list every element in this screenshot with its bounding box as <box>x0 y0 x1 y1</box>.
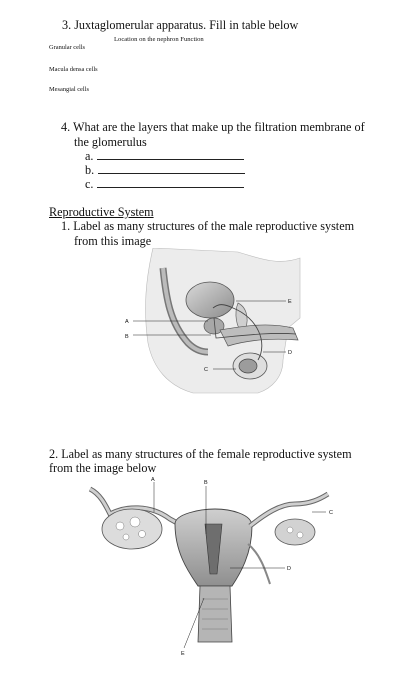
q3-title: 3. Juxtaglomerular apparatus. Fill in table below <box>62 18 299 32</box>
q3-table-header: Location on the nephron Function <box>114 36 204 43</box>
q4-blank-a[interactable] <box>85 149 244 164</box>
female-reproductive-diagram <box>80 474 340 659</box>
male-label-d: D <box>288 350 292 356</box>
male-label-c: C <box>204 367 208 373</box>
female-label-c: C <box>329 510 333 516</box>
q4-blank-b-label: b. <box>85 163 95 177</box>
repro-heading: Reproductive System <box>49 205 154 219</box>
female-label-b: B <box>204 480 208 486</box>
male-label-a: A <box>125 319 129 325</box>
q3-row-mesangial: Mesangial cells <box>49 86 89 93</box>
male-reproductive-diagram <box>108 248 303 398</box>
repro-q1-line2: from this image <box>74 234 152 248</box>
q4-blank-c[interactable] <box>85 177 244 192</box>
q4-line1: 4. What are the layers that make up the filtration membrane of <box>61 120 365 134</box>
q4-line2: the glomerulus <box>74 135 147 149</box>
male-label-e: E <box>288 299 292 305</box>
q4-blank-b[interactable] <box>85 163 245 178</box>
q3-row-granular: Granular cells <box>49 44 86 51</box>
male-label-b: B <box>125 334 129 340</box>
repro-q2-line1: 2. Label as many structures of the female reproductive system <box>49 447 352 461</box>
q4-blank-c-line <box>97 178 244 188</box>
female-label-a: A <box>151 477 155 483</box>
female-label-e: E <box>181 651 185 657</box>
q4-blank-a-label: a. <box>85 149 94 163</box>
q4-blank-a-line <box>97 150 244 160</box>
repro-q1-line1: 1. Label as many structures of the male reproductive system <box>61 219 355 233</box>
female-label-d: D <box>287 566 291 572</box>
q4-blank-c-label: c. <box>85 177 94 191</box>
q3-row-macula: Macula densa cells <box>49 66 98 73</box>
repro-q2-line2: from the image below <box>49 461 157 475</box>
q4-blank-b-line <box>98 164 245 174</box>
